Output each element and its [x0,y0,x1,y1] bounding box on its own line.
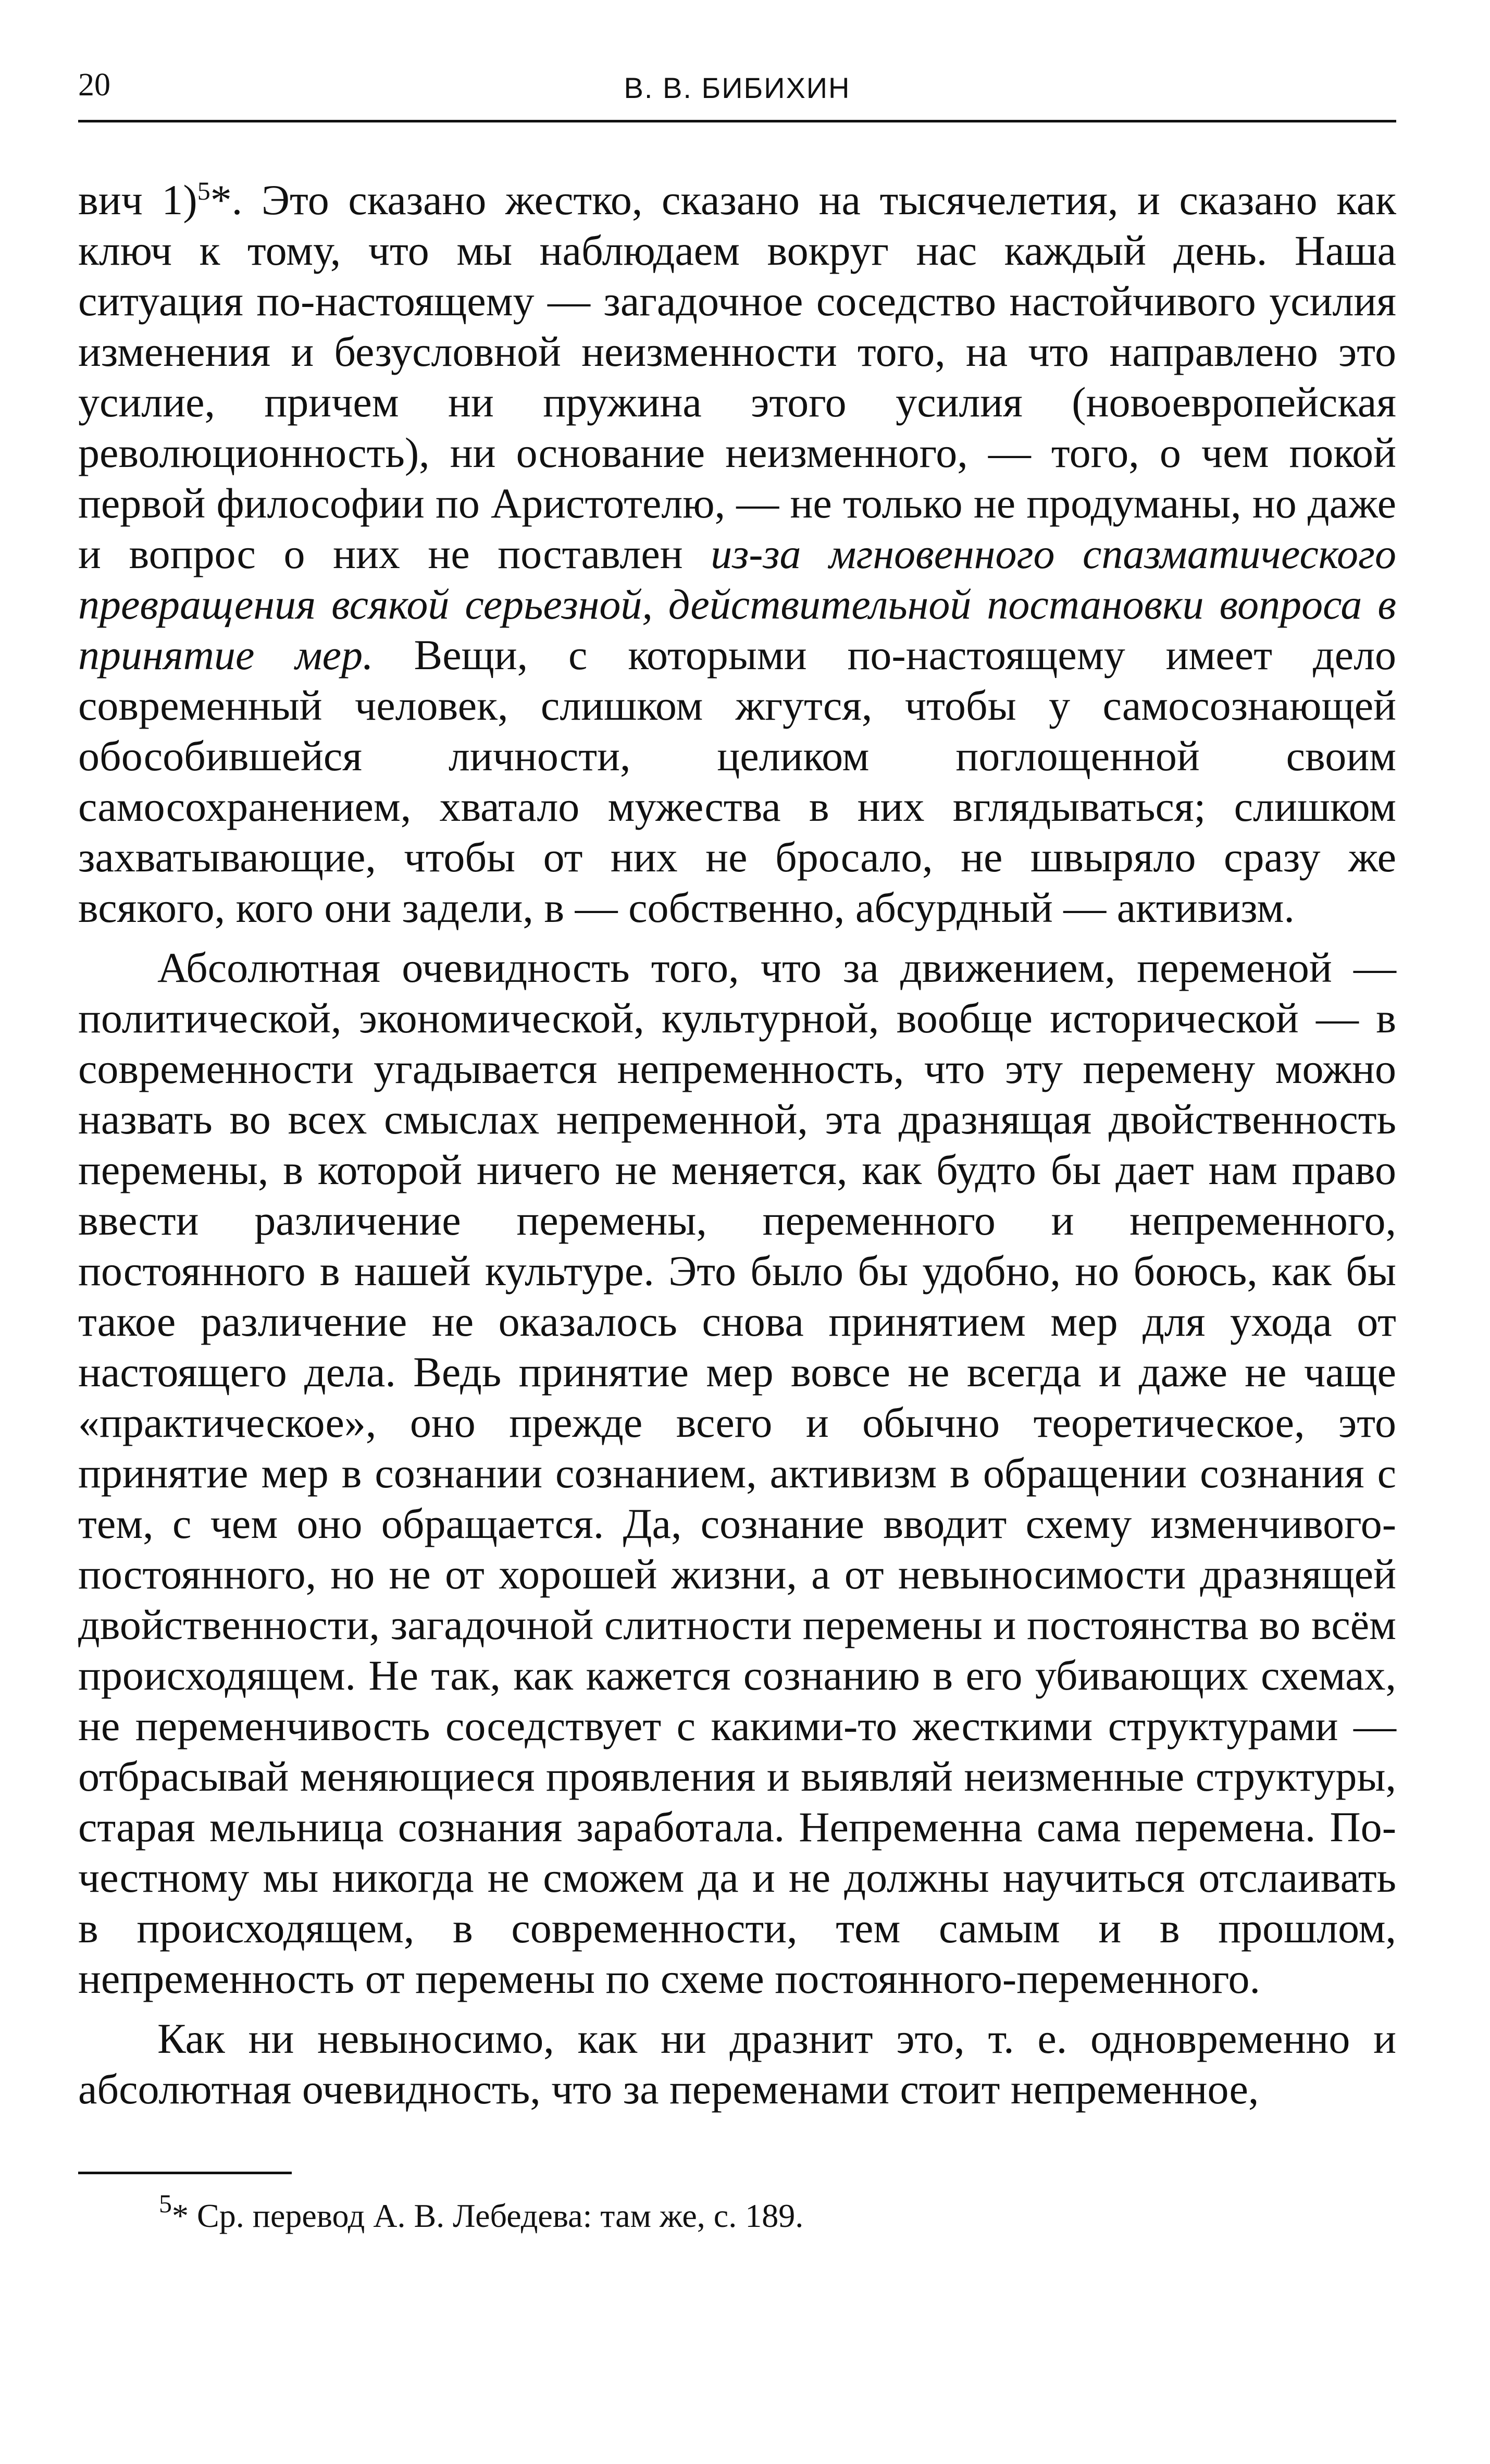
text-run: Абсолютная очевидность того, что за движением, переменой — политической, экономической, культурной, вообще исторической — в современности угадывается непременность, что эту перемену можно назвать во всех смыслах непременной, эта дразнящая двойственность перемены, в которой ничего не меняется, как будто бы дает нам право ввести различение перемены, переменного и непременного, постоянного в нашей культуре. Это было бы удобно, но боюсь, как бы такое различение не оказалось снова принятием мер для ухода от настоящего дела. Ведь принятие мер вовсе не всегда и даже не чаще «практическое», оно прежде всего и обычно теоретическое, это принятие мер в сознании сознанием, активизм в обращении сознания с тем, с чем оно обращается. Да, сознание вводит схему изменчивого-постоянного, но не от хорошей жизни, а от невыносимости дразнящей двойственности, загадочной слитности перемены и постоянства во всём происходящем. Не так, как кажется сознанию в его убивающих схемах, не переменчивость соседствует с какими-то жесткими структурами — отбрасывай меняющиеся проявления и выявляй неизменные структуры, старая мельница сознания заработала. Непременна сама перемена. Почестному мы никогда не сможем да и не должны научиться отслаивать в происходящем, в современности, тем самым и в прошлом, непременность от перемены по схеме постоянного-переменного. [78,944,1396,2002]
footnote-marker-star: * [172,2197,189,2234]
book-page [78,63,1396,2237]
paragraph [78,942,1396,2004]
paragraph [78,2013,1396,2114]
text-run: вич 1) [78,176,197,224]
running-head [78,63,1396,122]
text-run: *. Это сказано жестко, сказано на тысячелетия, и сказано как ключ к тому, что мы наблюдаем вокруг нас каждый день. Наша ситуация по-настоящему — загадочное соседство настойчивого усилия изменения и безусловной неизменности того, на что направлено это усилие, причем ни пружина этого усилия (новоевропейская революционность), ни основание неизменного, — того, о чем покой первой философии по Аристотелю, — не только не продуманы, но даже и вопрос о них не поставлен [78,176,1396,577]
paragraph [78,175,1396,933]
footnote-text: Ср. перевод А. В. Лебедева: там же, с. 189. [189,2197,804,2234]
italic-text: из-за мгновенного спазматического превращения всякой серьезной, действительной постановки вопроса в принятие мер. [78,530,1396,679]
page-number: 20 [78,67,110,103]
main-text [78,175,1396,2114]
footnote-rule [78,2172,292,2174]
footnote-marker: 5 [159,2189,172,2218]
text-run: Как ни невыносимо, как ни дразнит это, т. е. одновременно и абсолютная очевидность, что за переменами стоит непременное, [78,2015,1396,2113]
footnote-reference: 5 [197,176,210,205]
running-head-author: В. В. БИБИХИН [624,71,851,104]
footnote [78,2189,1396,2237]
text-run: Вещи, с которыми по-настоящему имеет дело современный человек, слишком жгутся, чтобы у самосознающей обособившейся личности, целиком поглощенной своим самосохранением, хватало мужества в них вглядываться; слишком захватывающие, чтобы от них не бросало, не швыряло сразу же всякого, кого они задели, в — собственно, абсурдный — активизм. [78,631,1397,931]
